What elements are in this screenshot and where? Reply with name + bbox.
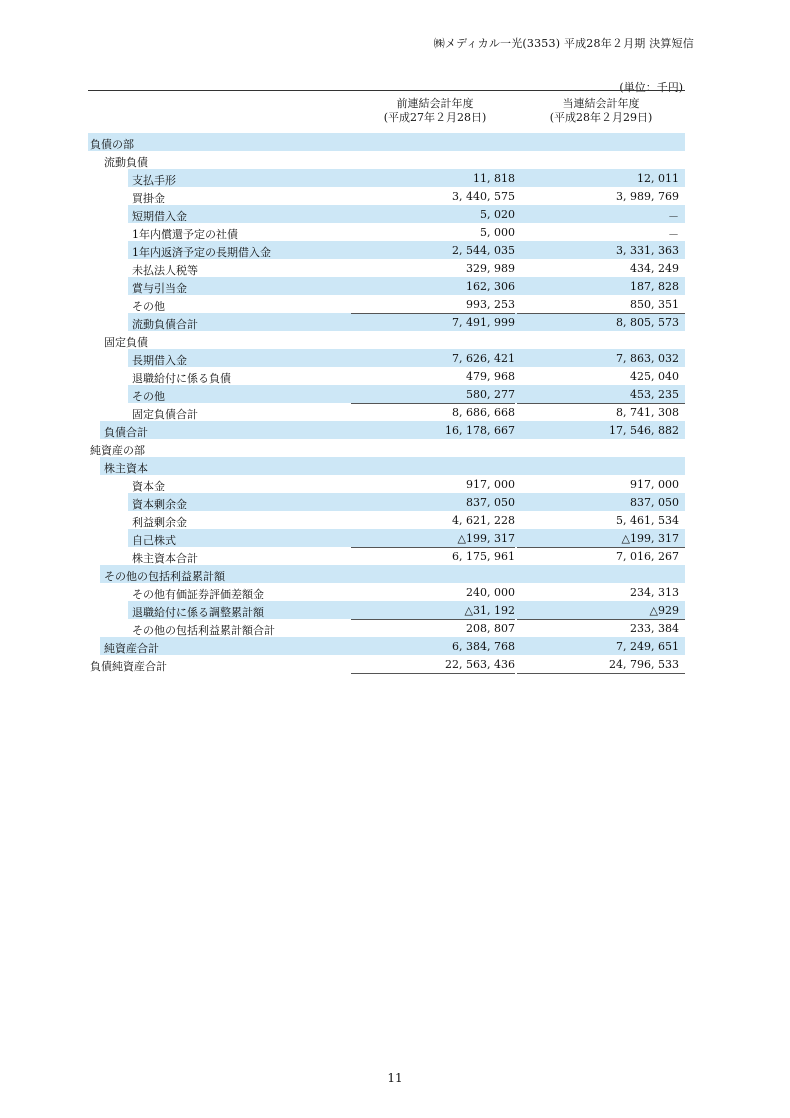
table-row: [88, 565, 685, 583]
prior-year-value: 3, 440, 575: [452, 190, 515, 203]
row-label: 利益剰余金: [132, 516, 187, 529]
current-year-value: 234, 313: [630, 586, 679, 599]
subtotal-rule: [517, 403, 685, 404]
table-row: [88, 601, 685, 619]
prior-year-value: 993, 253: [466, 298, 515, 311]
row-label: 固定負債: [104, 336, 148, 349]
column-header-prior-year: [350, 97, 520, 125]
row-label: 流動負債: [104, 156, 148, 169]
table-row: [88, 385, 685, 403]
prior-year-value: 917, 000: [466, 478, 515, 491]
table-row: [88, 439, 685, 457]
prior-year-value: 837, 050: [466, 496, 515, 509]
prior-year-value: 6, 175, 961: [452, 550, 515, 563]
total-rule: [517, 673, 685, 674]
row-label: その他: [132, 390, 165, 403]
row-label: 純資産の部: [90, 444, 145, 457]
column-header-title: 前連結会計年度: [396, 97, 474, 110]
current-year-value: 7, 863, 032: [616, 352, 679, 365]
current-year-value: 3, 989, 769: [616, 190, 679, 203]
table-row: [88, 457, 685, 475]
prior-year-value: 162, 306: [466, 280, 515, 293]
prior-year-value: 5, 020: [480, 208, 515, 221]
table-row: [88, 619, 685, 637]
current-year-value: 434, 249: [630, 262, 679, 275]
table-row: [88, 367, 685, 385]
subtotal-rule: [351, 313, 515, 314]
column-header-title: 当連結会計年度: [562, 97, 640, 110]
table-row: [88, 403, 685, 421]
current-year-value: －: [668, 228, 679, 241]
row-label: 負債純資産合計: [90, 660, 167, 673]
table-row: [88, 133, 685, 151]
prior-year-value: 329, 989: [466, 262, 515, 275]
row-label: 株主資本: [104, 462, 148, 475]
subtotal-rule: [351, 619, 515, 620]
table-row: [88, 277, 685, 295]
row-label: 未払法人税等: [132, 264, 198, 277]
current-year-value: 5, 461, 534: [616, 514, 679, 527]
prior-year-value: 4, 621, 228: [452, 514, 515, 527]
column-header-current-year: [516, 97, 686, 125]
row-label: 流動負債合計: [132, 318, 198, 331]
row-label: 買掛金: [132, 192, 165, 205]
current-year-value: 7, 249, 651: [616, 640, 679, 653]
table-row: [88, 331, 685, 349]
current-year-value: △929: [649, 604, 679, 617]
prior-year-value: 208, 807: [466, 622, 515, 635]
row-label: 1年内返済予定の長期借入金: [132, 246, 271, 259]
current-year-value: 12, 011: [637, 172, 679, 185]
row-label: 固定負債合計: [132, 408, 198, 421]
current-year-value: 3, 331, 363: [616, 244, 679, 257]
subtotal-rule: [517, 547, 685, 548]
row-label: 支払手形: [132, 174, 176, 187]
current-year-value: 917, 000: [630, 478, 679, 491]
row-label: 資本金: [132, 480, 165, 493]
table-row: [88, 223, 685, 241]
row-label: 賞与引当金: [132, 282, 187, 295]
prior-year-value: 22, 563, 436: [445, 658, 515, 671]
current-year-value: 8, 805, 573: [616, 316, 679, 329]
current-year-value: 453, 235: [630, 388, 679, 401]
table-row: [88, 421, 685, 439]
table-row: [88, 241, 685, 259]
table-row: [88, 655, 685, 673]
row-label: 負債合計: [104, 426, 148, 439]
subtotal-rule: [351, 403, 515, 404]
page-number: 11: [387, 1071, 403, 1085]
prior-year-value: 240, 000: [466, 586, 515, 599]
balance-sheet-table: [88, 133, 685, 673]
table-row: [88, 475, 685, 493]
table-row: [88, 637, 685, 655]
row-label: 退職給付に係る負債: [132, 372, 231, 385]
document-header: ㈱メディカル一光(3353) 平成28年２月期 決算短信: [433, 37, 694, 50]
subtotal-rule: [517, 313, 685, 314]
row-label: 株主資本合計: [132, 552, 198, 565]
row-label: その他: [132, 300, 165, 313]
row-label: 自己株式: [132, 534, 176, 547]
table-row: [88, 511, 685, 529]
prior-year-value: 6, 384, 768: [452, 640, 515, 653]
current-year-value: 24, 796, 533: [609, 658, 679, 671]
table-row: [88, 529, 685, 547]
row-label: その他有価証券評価差額金: [132, 588, 264, 601]
current-year-value: 17, 546, 882: [609, 424, 679, 437]
subtotal-rule: [351, 547, 515, 548]
table-row: [88, 259, 685, 277]
table-row: [88, 493, 685, 511]
prior-year-value: 479, 968: [466, 370, 515, 383]
row-label: 退職給付に係る調整累計額: [132, 606, 264, 619]
current-year-value: －: [668, 210, 679, 223]
prior-year-value: 580, 277: [466, 388, 515, 401]
current-year-value: 8, 741, 308: [616, 406, 679, 419]
subtotal-rule: [517, 619, 685, 620]
table-row: [88, 151, 685, 169]
table-row: [88, 547, 685, 565]
header-rule: [88, 90, 685, 91]
prior-year-value: 11, 818: [473, 172, 515, 185]
current-year-value: 837, 050: [630, 496, 679, 509]
current-year-value: 187, 828: [630, 280, 679, 293]
row-shading: [100, 457, 685, 475]
row-shading: [88, 133, 685, 151]
row-label: 負債の部: [90, 138, 134, 151]
table-row: [88, 295, 685, 313]
total-rule: [351, 673, 515, 674]
column-header-date: (平成28年２月29日): [549, 111, 653, 124]
prior-year-value: 8, 686, 668: [452, 406, 515, 419]
prior-year-value: △199, 317: [457, 532, 515, 545]
table-row: [88, 583, 685, 601]
table-row: [88, 313, 685, 331]
column-header-date: (平成27年２月28日): [383, 111, 487, 124]
prior-year-value: 7, 491, 999: [452, 316, 515, 329]
row-label: その他の包括利益累計額合計: [132, 624, 275, 637]
current-year-value: 7, 016, 267: [616, 550, 679, 563]
prior-year-value: 2, 544, 035: [452, 244, 515, 257]
prior-year-value: △31, 192: [464, 604, 515, 617]
current-year-value: 425, 040: [630, 370, 679, 383]
table-row: [88, 205, 685, 223]
prior-year-value: 5, 000: [480, 226, 515, 239]
unit-label: (単位：千円): [619, 81, 683, 94]
row-label: 1年内償還予定の社債: [132, 228, 238, 241]
prior-year-value: 16, 178, 667: [445, 424, 515, 437]
row-label: 長期借入金: [132, 354, 187, 367]
table-row: [88, 169, 685, 187]
row-label: 純資産合計: [104, 642, 159, 655]
prior-year-value: 7, 626, 421: [452, 352, 515, 365]
row-label: その他の包括利益累計額: [104, 570, 225, 583]
row-label: 短期借入金: [132, 210, 187, 223]
current-year-value: △199, 317: [621, 532, 679, 545]
table-row: [88, 349, 685, 367]
current-year-value: 850, 351: [630, 298, 679, 311]
current-year-value: 233, 384: [630, 622, 679, 635]
table-row: [88, 187, 685, 205]
row-label: 資本剰余金: [132, 498, 187, 511]
